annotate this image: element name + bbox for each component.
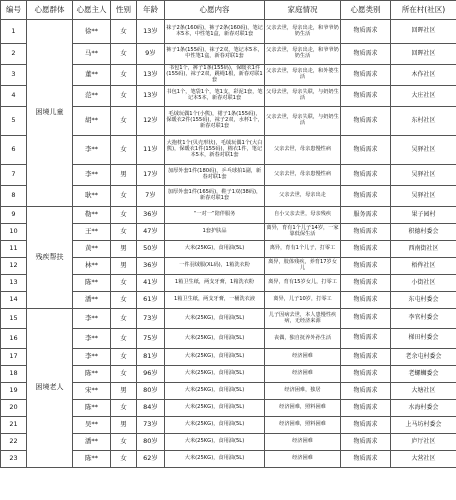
gender: 女 bbox=[111, 107, 137, 136]
age: 36岁 bbox=[137, 207, 165, 224]
village: 大庄社区 bbox=[391, 86, 456, 107]
village: 吴驿社区 bbox=[391, 165, 456, 186]
wish-category: 物质需求 bbox=[341, 44, 391, 65]
wish-content: 毛绒玩偶1个(小熊)，裙子1条(155码)，保暖衣2件(155码)，袜子2双，水杯1个，新春对联1套 bbox=[165, 107, 265, 136]
header-family: 家庭情况 bbox=[265, 1, 341, 20]
row-number: 19 bbox=[1, 383, 27, 400]
wish-category: 物质需求 bbox=[341, 86, 391, 107]
village: 西南街社区 bbox=[391, 241, 456, 258]
gender: 女 bbox=[111, 329, 137, 349]
row-number: 23 bbox=[1, 451, 27, 468]
wish-owner: 陈** bbox=[73, 451, 111, 468]
gender: 女 bbox=[111, 451, 137, 468]
age: 75岁 bbox=[137, 329, 165, 349]
table-row bbox=[1, 207, 456, 224]
wish-category: 物质需求 bbox=[341, 224, 391, 241]
family-situation: 离异，育有1个儿子14岁，一家靠低保生活 bbox=[265, 224, 341, 241]
family-situation: 自小父亲去世，母亲残疾 bbox=[265, 207, 341, 224]
age: 62岁 bbox=[137, 451, 165, 468]
family-situation: 离异，育有1个儿子，打零工 bbox=[265, 241, 341, 258]
wish-owner: 徐** bbox=[73, 20, 111, 44]
wish-owner: 胡** bbox=[73, 107, 111, 136]
row-number: 16 bbox=[1, 329, 27, 349]
wish-content: 书包1个，裤子1条(155码)，保暖衣1件(155码)，袜子2双，跳绳1根，新春对联1套 bbox=[165, 65, 265, 86]
family-situation: 父亲去世，母亲出走，和爷爷奶奶生活 bbox=[265, 44, 341, 65]
table-row bbox=[1, 20, 456, 44]
family-situation: 离异，育有15岁女儿，打零工 bbox=[265, 275, 341, 292]
wish-owner: 潘** bbox=[73, 292, 111, 309]
wish-content: 1箱卫生纸，两支牙膏，一桶洗衣液 bbox=[165, 292, 265, 309]
wish-owner: 李** bbox=[73, 309, 111, 329]
wish-owner: 王** bbox=[73, 224, 111, 241]
wish-content: “一对一”陪伴服务 bbox=[165, 207, 265, 224]
row-number: 10 bbox=[1, 224, 27, 241]
village: 老螺蛳委会 bbox=[391, 366, 456, 383]
wish-content: 大米(25KG)，食用油(5L) bbox=[165, 400, 265, 417]
gender: 女 bbox=[111, 86, 137, 107]
row-number: 20 bbox=[1, 400, 27, 417]
wish-category: 物质需求 bbox=[341, 258, 391, 275]
wish-content: 大米(25KG)，食用油(5L) bbox=[165, 383, 265, 400]
row-number: 4 bbox=[1, 86, 27, 107]
age: 47岁 bbox=[137, 224, 165, 241]
age: 80岁 bbox=[137, 434, 165, 451]
header-row bbox=[1, 1, 456, 20]
header-village: 所在村(社区) bbox=[391, 1, 456, 20]
wish-owner: 陈** bbox=[73, 400, 111, 417]
family-situation: 经济困难，照料困难 bbox=[265, 417, 341, 434]
village: 小街社区 bbox=[391, 275, 456, 292]
wish-group: 困境老人 bbox=[27, 309, 73, 468]
wish-category: 物质需求 bbox=[341, 329, 391, 349]
gender: 女 bbox=[111, 366, 137, 383]
village: 上马坊村委会 bbox=[391, 417, 456, 434]
family-situation: 经济困难 bbox=[265, 451, 341, 468]
header-group: 心愿群体 bbox=[27, 1, 73, 20]
gender: 男 bbox=[111, 258, 137, 275]
row-number: 17 bbox=[1, 349, 27, 366]
village: 东村社区 bbox=[391, 107, 456, 136]
village: 大营社区 bbox=[391, 451, 456, 468]
wish-owner: 林** bbox=[73, 258, 111, 275]
wish-content: 大抱枕1个(贝壳形状)，毛绒玩偶1个(大白熊)，保暖衣1件(155码)，棉衣1件，笔记本5本，新春对联1套 bbox=[165, 136, 265, 165]
row-number: 9 bbox=[1, 207, 27, 224]
gender: 男 bbox=[111, 241, 137, 258]
gender: 女 bbox=[111, 207, 137, 224]
wish-content: 加厚外套1件(180码)，乒乓球拍1副，新春对联1套 bbox=[165, 165, 265, 186]
wish-content: 大米(25KG)，食用油(5L) bbox=[165, 241, 265, 258]
gender: 女 bbox=[111, 186, 137, 207]
wish-category: 服务需求 bbox=[341, 207, 391, 224]
age: 17岁 bbox=[137, 165, 165, 186]
wish-content: 1套护肤品 bbox=[165, 224, 265, 241]
wish-owner: 吴** bbox=[73, 417, 111, 434]
age: 13岁 bbox=[137, 65, 165, 86]
age: 13岁 bbox=[137, 20, 165, 44]
header-sex: 性别 bbox=[111, 1, 137, 20]
age: 81岁 bbox=[137, 349, 165, 366]
age: 36岁 bbox=[137, 258, 165, 275]
wish-category: 物质需求 bbox=[341, 383, 391, 400]
village: 庐厅社区 bbox=[391, 434, 456, 451]
family-situation: 经济困难 bbox=[265, 366, 341, 383]
age: 73岁 bbox=[137, 309, 165, 329]
wish-owner: 李** bbox=[73, 349, 111, 366]
gender: 女 bbox=[111, 224, 137, 241]
wish-owner: 宋** bbox=[73, 383, 111, 400]
age: 12岁 bbox=[137, 107, 165, 136]
row-number: 22 bbox=[1, 434, 27, 451]
wish-content: 一件羽绒服(XL码)，1箱洗衣粉 bbox=[165, 258, 265, 275]
wish-category: 物质需求 bbox=[341, 186, 391, 207]
gender: 男 bbox=[111, 417, 137, 434]
row-number: 1 bbox=[1, 20, 27, 44]
family-situation: 经济困难，独居 bbox=[265, 383, 341, 400]
family-situation: 父亲去世，母亲患慢性病 bbox=[265, 165, 341, 186]
gender: 男 bbox=[111, 165, 137, 186]
wish-owner: 范** bbox=[73, 86, 111, 107]
family-situation: 父亲去世，母亲出走，和爷爷奶奶生活 bbox=[265, 20, 341, 44]
village: 回晖社区 bbox=[391, 44, 456, 65]
wish-content: 大米(25KG)，食用油(5L) bbox=[165, 451, 265, 468]
row-number: 7 bbox=[1, 165, 27, 186]
gender: 女 bbox=[111, 309, 137, 329]
wish-category: 物质需求 bbox=[341, 366, 391, 383]
wish-content: 大米(25KG)，食用油(5L) bbox=[165, 329, 265, 349]
wish-owner: 李** bbox=[73, 329, 111, 349]
wish-content: 袜子2条(160码)，裤子2条(160码)，笔记本5本，中性笔1盒，新春对联1套 bbox=[165, 20, 265, 44]
wish-content: 加厚外套1件(165码)，鞋子1双(38码)，新春对联1套 bbox=[165, 186, 265, 207]
table-row bbox=[1, 309, 456, 329]
village: 回晖社区 bbox=[391, 20, 456, 44]
row-number: 11 bbox=[1, 241, 27, 258]
age: 96岁 bbox=[137, 366, 165, 383]
gender: 男 bbox=[111, 383, 137, 400]
family-situation: 父亲去世，母亲出走 bbox=[265, 186, 341, 207]
village: 东屯村委会 bbox=[391, 292, 456, 309]
age: 50岁 bbox=[137, 241, 165, 258]
village: 木作社区 bbox=[391, 65, 456, 86]
wish-owner: 董** bbox=[73, 65, 111, 86]
age: 84岁 bbox=[137, 400, 165, 417]
gender: 女 bbox=[111, 65, 137, 86]
village: 大塘社区 bbox=[391, 383, 456, 400]
row-number: 12 bbox=[1, 258, 27, 275]
wish-owner: 马** bbox=[73, 44, 111, 65]
header-content: 心愿内容 bbox=[165, 1, 265, 20]
wish-content: 大米(25KG)，食用油(5L) bbox=[165, 417, 265, 434]
family-situation: 离异，肢体残疾，养育17岁女儿 bbox=[265, 258, 341, 275]
wish-category: 物质需求 bbox=[341, 417, 391, 434]
family-situation: 父亲去世，母亲出走，和外婆生活 bbox=[265, 65, 341, 86]
age: 80岁 bbox=[137, 383, 165, 400]
gender: 女 bbox=[111, 20, 137, 44]
wish-owner: 陈** bbox=[73, 366, 111, 383]
village: 果子园村 bbox=[391, 207, 456, 224]
wish-content: 大米(25KG)，食用油(5L) bbox=[165, 366, 265, 383]
family-situation: 经济困难 bbox=[265, 434, 341, 451]
wish-group: 困境儿童 bbox=[27, 20, 73, 207]
family-situation: 父亲去世，母亲患慢性病 bbox=[265, 136, 341, 165]
wish-content: 大米(25KG)，食用油(5L) bbox=[165, 434, 265, 451]
age: 41岁 bbox=[137, 275, 165, 292]
wish-category: 物质需求 bbox=[341, 400, 391, 417]
family-situation: 儿子因病去世，本人患慢性疾病，无经济来源 bbox=[265, 309, 341, 329]
wish-category: 物质需求 bbox=[341, 107, 391, 136]
wish-owner: 勒** bbox=[73, 207, 111, 224]
wish-content: 1箱卫生纸，两支牙膏，1箱洗衣粉 bbox=[165, 275, 265, 292]
gender: 女 bbox=[111, 349, 137, 366]
village: 水海村委会 bbox=[391, 400, 456, 417]
wish-content: 裤子1条(155码)，袜子2双，笔记本5本，中性笔1盒，新春对联1套 bbox=[165, 44, 265, 65]
village: 吴驿社区 bbox=[391, 186, 456, 207]
wish-owner: 潘** bbox=[73, 434, 111, 451]
gender: 女 bbox=[111, 275, 137, 292]
village: 吴驿社区 bbox=[391, 136, 456, 165]
village: 老余屯村委会 bbox=[391, 349, 456, 366]
wish-content: 书包1个，笔袋1个，笔1支，彩泥1套，笔记本5本，新春对联1套 bbox=[165, 86, 265, 107]
wish-category: 物质需求 bbox=[341, 241, 391, 258]
row-number: 18 bbox=[1, 366, 27, 383]
gender: 女 bbox=[111, 136, 137, 165]
header-category: 心愿类别 bbox=[341, 1, 391, 20]
wish-owner: 李** bbox=[73, 136, 111, 165]
village: 梧侔社区 bbox=[391, 258, 456, 275]
wish-owner: 耿** bbox=[73, 186, 111, 207]
header-no: 编号 bbox=[1, 1, 27, 20]
wish-category: 物质需求 bbox=[341, 451, 391, 468]
wish-category: 物质需求 bbox=[341, 136, 391, 165]
gender: 女 bbox=[111, 400, 137, 417]
row-number: 14 bbox=[1, 292, 27, 309]
village: 李官村委会 bbox=[391, 309, 456, 329]
row-number: 2 bbox=[1, 44, 27, 65]
family-situation: 父亲去世，母亲失联，与奶奶生活 bbox=[265, 107, 341, 136]
family-situation: 离异，儿子10岁，打零工 bbox=[265, 292, 341, 309]
row-number: 15 bbox=[1, 309, 27, 329]
wish-category: 物质需求 bbox=[341, 309, 391, 329]
row-number: 6 bbox=[1, 136, 27, 165]
family-situation: 父母去世，母亲失联，与奶奶生活 bbox=[265, 86, 341, 107]
row-number: 21 bbox=[1, 417, 27, 434]
header-age: 年龄 bbox=[137, 1, 165, 20]
wish-category: 物质需求 bbox=[341, 292, 391, 309]
gender: 女 bbox=[111, 434, 137, 451]
header-owner: 心愿主人 bbox=[73, 1, 111, 20]
age: 11岁 bbox=[137, 136, 165, 165]
wish-category: 物质需求 bbox=[341, 434, 391, 451]
wish-owner: 李** bbox=[73, 165, 111, 186]
wish-category: 物质需求 bbox=[341, 275, 391, 292]
age: 13岁 bbox=[137, 86, 165, 107]
gender: 女 bbox=[111, 292, 137, 309]
age: 9岁 bbox=[137, 44, 165, 65]
wish-content: 大米(25KG)，食用油(5L) bbox=[165, 349, 265, 366]
row-number: 5 bbox=[1, 107, 27, 136]
village: 积德村委会 bbox=[391, 224, 456, 241]
family-situation: 经济困难 bbox=[265, 349, 341, 366]
age: 7岁 bbox=[137, 186, 165, 207]
wish-category: 物质需求 bbox=[341, 165, 391, 186]
wish-category: 物质需求 bbox=[341, 65, 391, 86]
row-number: 8 bbox=[1, 186, 27, 207]
gender: 女 bbox=[111, 44, 137, 65]
wish-owner: 陈** bbox=[73, 275, 111, 292]
age: 61岁 bbox=[137, 292, 165, 309]
wish-content: 大米(25KG)，食用油(5L) bbox=[165, 309, 265, 329]
age: 73岁 bbox=[137, 417, 165, 434]
family-situation: 丧偶，独自抚养外孙生活 bbox=[265, 329, 341, 349]
village: 梯田村委会 bbox=[391, 329, 456, 349]
wish-group: 残疾帮扶 bbox=[27, 207, 73, 309]
table-body bbox=[1, 20, 456, 468]
row-number: 13 bbox=[1, 275, 27, 292]
wish-category: 物质需求 bbox=[341, 20, 391, 44]
family-situation: 经济困难，照料困难 bbox=[265, 400, 341, 417]
wish-owner: 黄** bbox=[73, 241, 111, 258]
wish-category: 物质需求 bbox=[341, 349, 391, 366]
row-number: 3 bbox=[1, 65, 27, 86]
